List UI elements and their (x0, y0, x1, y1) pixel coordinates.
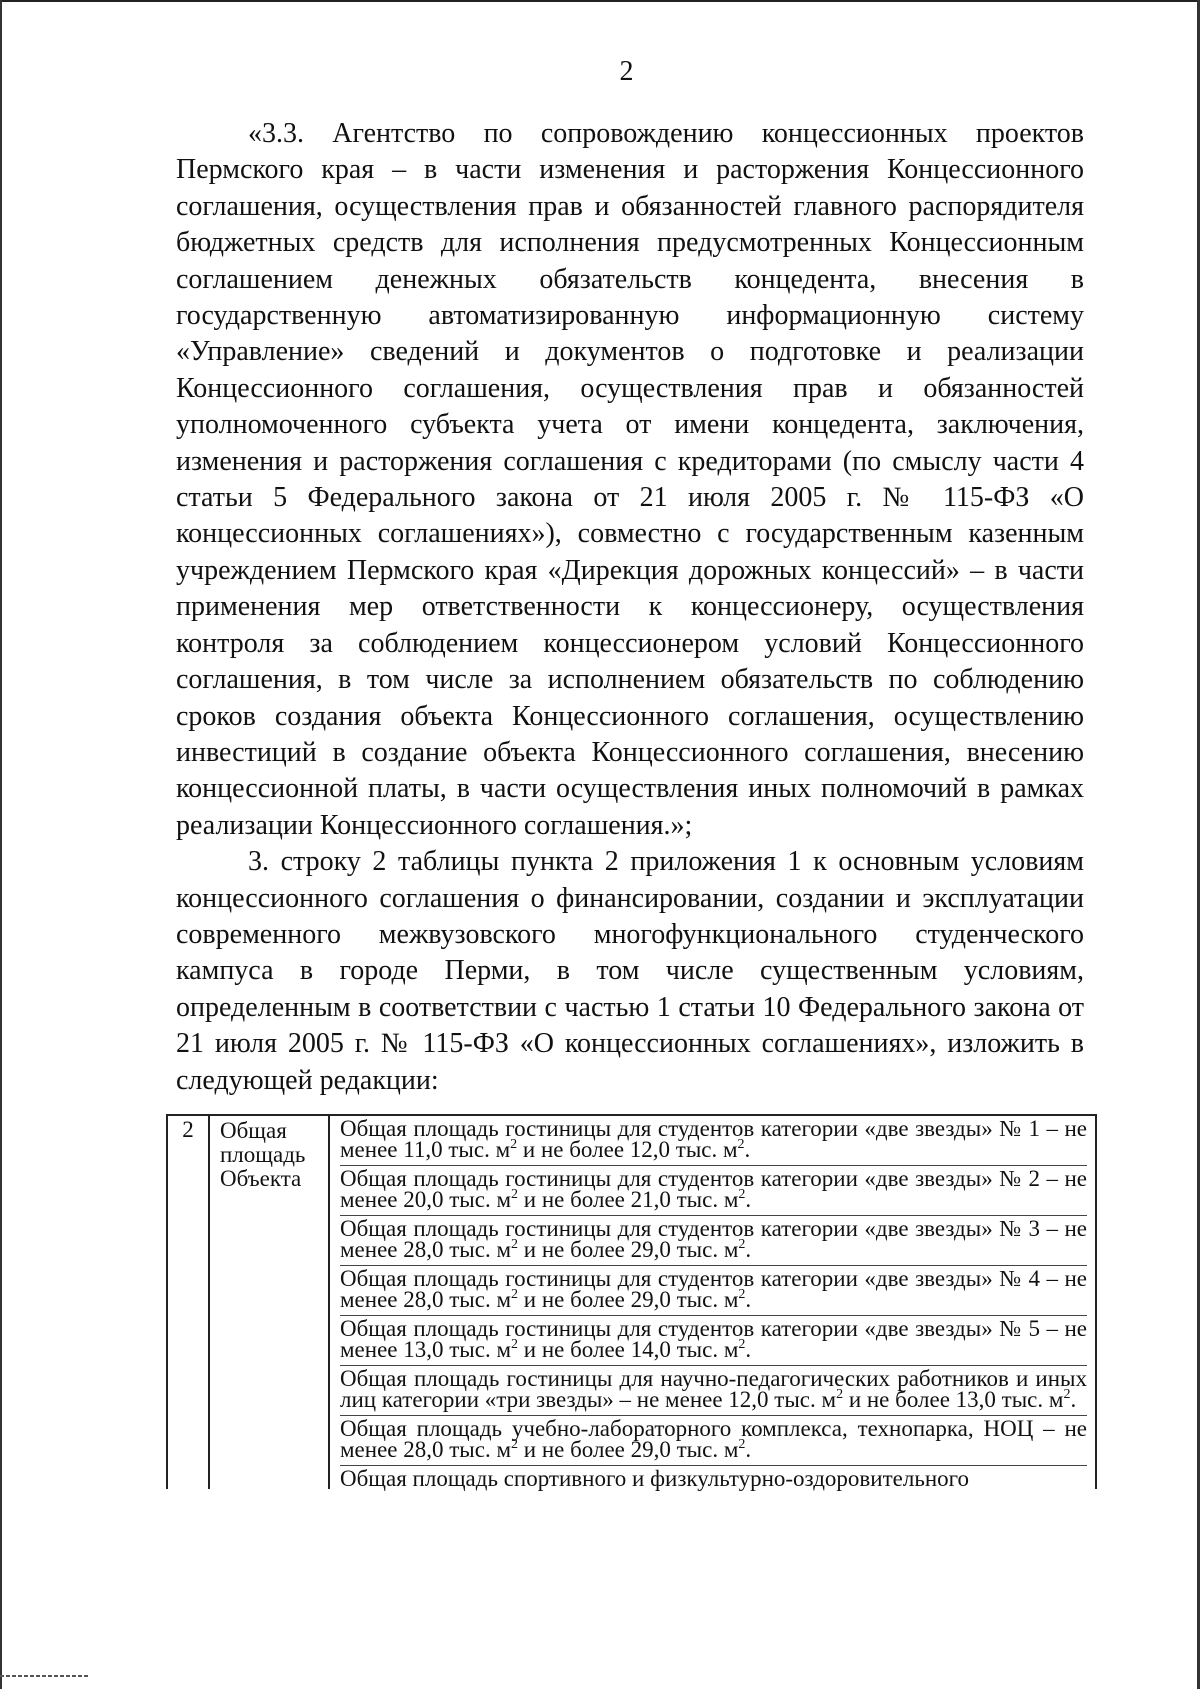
area-entry-dorm-4: Общая площадь гостиницы для студентов категории «две звезды» № 4 – не менее 28,0 тыс. $м^2$ и не более 29,0 тыс. $м^2$. (340, 1266, 1087, 1316)
page-edge-left (0, 0, 2, 1689)
page-number: 2 (619, 56, 634, 87)
paragraph-clause-3-3: «3.3. Агентство по сопровождению концессионных проектов Пермского края – в части изменения и расторжения Концессионного соглашения, осуществления прав и обязанностей главного распорядителя бюджетных средств для исполнения предусмотренных Концессионным соглашением денежных обязательств концедента, внесения в государственную автоматизированную информационную систему «Управление» сведений и документов о подготовке и реализации Концессионного соглашения, осуществления прав и обязанностей уполномоченного субъекта учета от имени концедента, заключения, изменения и расторжения соглашения с кредиторами (по смыслу части 4 статьи 5 Федерального закона от 21 июля 2005 г. № 115-ФЗ «О концессионных соглашениях»), совместно с государственным казенным учреждением Пермского края «Дирекция дорожных концессий» – в части применения мер ответственности к концессионеру, осуществления контроля за соблюдением концессионером условий Концессионного соглашения, в том числе за исполнением обязательств по соблюдению сроков создания объекта Концессионного соглашения, осуществлению инвестиций в создание объекта Концессионного соглашения, внесению концессионной платы, в части осуществления иных полномочий в рамках реализации Концессионного соглашения.»; (176, 118, 1084, 841)
table-row (167, 1115, 1096, 1489)
area-table (166, 1114, 1097, 1489)
page-edge-top (0, 0, 1200, 2)
scan-mark (0, 1675, 90, 1677)
row-number-cell (167, 1115, 209, 1489)
area-entry-staff-hotel: Общая площадь гостиницы для научно-педагогических работников и иных лиц категории «три звезды» – не менее 12,0 тыс. $м^2$ и не более 13,0 тыс. $м^2$. (340, 1366, 1087, 1416)
area-entry-dorm-1: Общая площадь гостиницы для студентов категории «две звезды» № 1 – не менее 11,0 тыс. $м^2$ и не более 12,0 тыс. $м^2$. (340, 1116, 1087, 1166)
area-entry-dorm-2: Общая площадь гостиницы для студентов категории «две звезды» № 2 – не менее 20,0 тыс. $м^2$ и не более 21,0 тыс. $м^2$. (340, 1166, 1087, 1216)
area-entry-sports-complex: Общая площадь спортивного и физкультурно-оздоровительного (340, 1466, 969, 1491)
row-number: 2 (182, 1117, 194, 1142)
area-entry-lab-complex: Общая площадь учебно-лабораторного комплекса, технопарка, НОЦ – не менее 28,0 тыс. $м^2$ и не более 29,0 тыс. $м^2$. (340, 1416, 1087, 1466)
paragraph-item-3: 3. строку 2 таблицы пункта 2 приложения 1 к основным условиям концессионного соглашения о финансировании, создании и эксплуатации современного межвузовского многофункционального студенческого кампуса в городе Перми, в том числе существенным условиям, определенным в соответствии с частью 1 статьи 10 Федерального закона от 21 июля 2005 г. № 115-ФЗ «О концессионных соглашениях», изложить в следующей редакции: (176, 846, 1084, 1096)
row-name-line: Общая (220, 1118, 287, 1143)
area-entry-dorm-5: Общая площадь гостиницы для студентов категории «две звезды» № 5 – не менее 13,0 тыс. $м^2$ и не более 14,0 тыс. $м^2$. (340, 1316, 1087, 1366)
row-name-cell (209, 1115, 329, 1489)
document-body (176, 116, 1084, 1099)
row-description-cell (329, 1115, 1096, 1489)
area-entry-dorm-3: Общая площадь гостиницы для студентов категории «две звезды» № 3 – не менее 28,0 тыс. $м^2$ и не более 29,0 тыс. $м^2$. (340, 1216, 1087, 1266)
row-name-line: Объекта (220, 1166, 302, 1191)
row-name-line: площадь (220, 1142, 306, 1167)
